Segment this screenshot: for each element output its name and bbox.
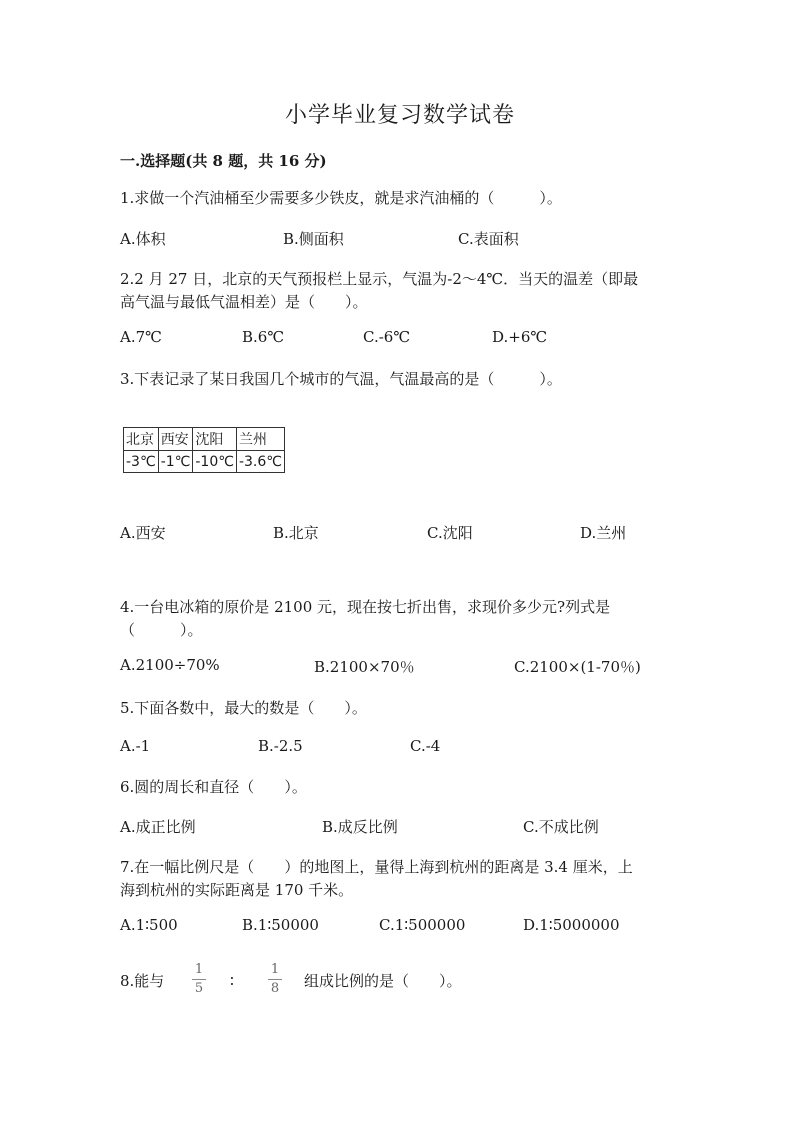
table-cell-city: 北京 [124, 428, 159, 451]
question-2-line-2: 高气温与最低气温相差）是（ ）。 [120, 293, 368, 311]
table-cell-city: 兰州 [236, 428, 284, 451]
question-6-option-a[interactable]: A.成正比例 [120, 818, 196, 836]
question-3-option-b[interactable]: B.北京 [273, 524, 319, 542]
table-cell-city: 西安 [158, 428, 193, 451]
fraction-bar [192, 979, 206, 980]
question-4-line-2: （ ）。 [120, 621, 203, 639]
table-row [124, 428, 285, 451]
question-4-option-b[interactable]: B.2100×70％ [314, 658, 415, 676]
question-2-option-b[interactable]: B.6℃ [242, 328, 285, 346]
section-heading: 一.选择题(共 8 题，共 16 分) [120, 152, 327, 170]
question-8-prefix: 8.能与 [120, 972, 165, 990]
question-1-option-c[interactable]: C.表面积 [458, 230, 519, 248]
question-2-option-d[interactable]: D.+6℃ [492, 328, 548, 346]
table-cell-city: 沈阳 [193, 428, 237, 451]
question-7-line-1: 7.在一幅比例尺是（ ）的地图上，量得上海到杭州的距离是 3.4 厘米，上 [120, 858, 633, 876]
question-5-option-b[interactable]: B.-2.5 [258, 737, 303, 755]
question-7-option-a[interactable]: A.1∶500 [120, 916, 178, 934]
question-3-text: 3.下表记录了某日我国几个城市的气温，气温最高的是（ ）。 [120, 370, 562, 388]
question-3-option-a[interactable]: A.西安 [120, 524, 166, 542]
question-7-line-2: 海到杭州的实际距离是 170 千米。 [120, 881, 354, 899]
fraction-one-eighth [267, 963, 283, 996]
table-cell-temp: -1℃ [158, 451, 193, 473]
question-7-option-b[interactable]: B.1∶50000 [242, 916, 319, 934]
question-7-option-c[interactable]: C.1∶500000 [379, 916, 466, 934]
city-temperature-table [123, 427, 285, 473]
question-6-option-b[interactable]: B.成反比例 [322, 818, 398, 836]
question-3-option-c[interactable]: C.沈阳 [427, 524, 473, 542]
question-4-line-1: 4.一台电冰箱的原价是 2100 元，现在按七折出售，求现价多少元?列式是 [120, 598, 611, 616]
fraction-denominator: 5 [194, 981, 204, 996]
fraction-one-fifth [191, 963, 207, 996]
table-cell-temp: -3℃ [124, 451, 159, 473]
fraction-numerator: 1 [194, 962, 204, 977]
ratio-colon: ∶ [230, 972, 234, 990]
fraction-bar [268, 979, 282, 980]
question-2-line-1: 2.2 月 27 日，北京的天气预报栏上显示，气温为-2～4℃．当天的温差（即最 [120, 270, 639, 288]
question-2-option-a[interactable]: A.7℃ [120, 328, 162, 346]
question-7-option-d[interactable]: D.1∶5000000 [523, 916, 620, 934]
question-1-option-a[interactable]: A.体积 [120, 230, 166, 248]
question-6-option-c[interactable]: C.不成比例 [523, 818, 599, 836]
question-8-suffix: 组成比例的是（ ）。 [304, 972, 462, 990]
question-5-text: 5.下面各数中，最大的数是（ ）。 [120, 699, 367, 717]
fraction-denominator: 8 [270, 981, 280, 996]
table-row [124, 451, 285, 473]
question-3-option-d[interactable]: D.兰州 [580, 524, 627, 542]
question-4-option-a[interactable]: A.2100÷70% [120, 656, 220, 674]
question-1-text: 1.求做一个汽油桶至少需要多少铁皮，就是求汽油桶的（ ）。 [120, 189, 562, 207]
question-5-option-a[interactable]: A.-1 [120, 737, 151, 755]
table-cell-temp: -10℃ [193, 451, 237, 473]
question-6-text: 6.圆的周长和直径（ ）。 [120, 778, 307, 796]
question-2-option-c[interactable]: C.-6℃ [363, 328, 411, 346]
question-4-option-c[interactable]: C.2100×(1-70％) [514, 658, 641, 676]
page-title: 小学毕业复习数学试卷 [284, 103, 515, 128]
fraction-numerator: 1 [270, 962, 280, 977]
question-1-option-b[interactable]: B.侧面积 [283, 230, 344, 248]
table-cell-temp: -3.6℃ [236, 451, 284, 473]
question-5-option-c[interactable]: C.-4 [410, 737, 441, 755]
